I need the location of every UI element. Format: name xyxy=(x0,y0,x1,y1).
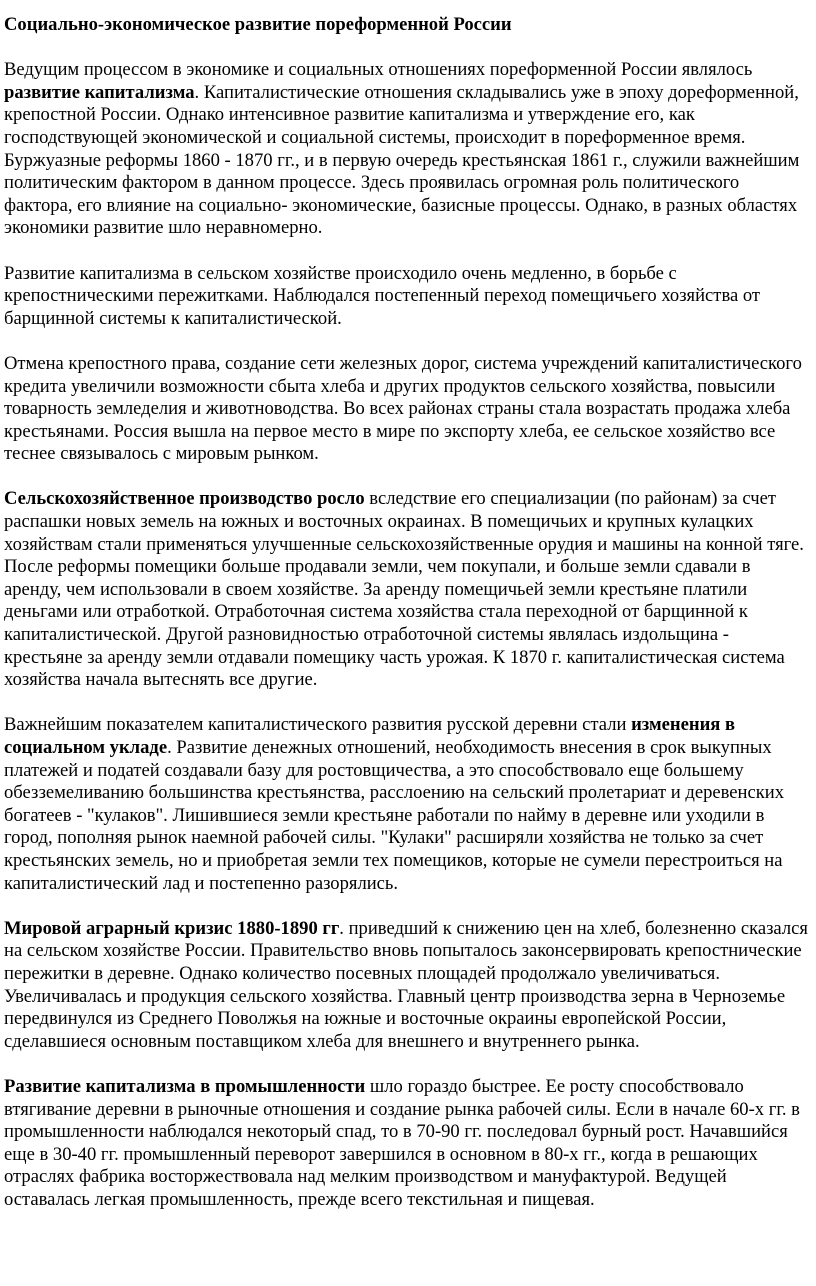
paragraph xyxy=(4,1076,811,1212)
document-body xyxy=(4,59,811,1211)
text-run: вследствие его специализации (по районам) за счет распашки новых земель на южных и восточных окраинах. В помещичьих и крупных кулацких хозяйствам стали применяться улучшенные сельскохозяйственные орудия и машины на конной тяге. После реформы помещики больше продавали земли, чем покупали, и больше земли сдавали в аренду, чем использовали в своем хозяйстве. За аренду помещичьей земли крестьяне платили деньгами или отработкой. Отработочная система хозяйства стала переходной от барщинной к капиталистической. Другой разновидностью отработочной системы являлась издольщина - крестьяне за аренду земли отдавали помещику часть урожая. К 1870 г. капиталистическая система хозяйства начала вытеснять все другие. xyxy=(4,488,804,691)
document-title: Социально-экономическое развитие пореформенной России xyxy=(4,14,512,35)
paragraph xyxy=(4,488,811,691)
paragraph xyxy=(4,714,811,895)
bold-phrase: Мировой аграрный кризис 1880-1890 гг xyxy=(4,917,340,939)
bold-phrase: Развитие капитализма в промышленности xyxy=(4,1075,366,1097)
text-run: Отмена крепостного права, создание сети железных дорог, система учреждений капиталистического кредита увеличили возможности сбыта хлеба и других продуктов сельского хозяйства, повысили товарность земледелия и животноводства. Во всех районах страны стала возрастать продажа хлеба крестьянами. Россия вышла на первое место в мире по экспорту хлеба, ее сельское хозяйство все теснее связывалось с мировым рынком. xyxy=(4,352,802,465)
text-run: . Капиталистические отношения складывались уже в эпоху дореформенной, крепостной России. Однако интенсивное развитие капитализма и утверждение его, как господствующей экономической и социальной системы, происходит в пореформенное время. Буржуазные реформы 1860 - 1870 гг., и в первую очередь крестьянская 1861 г., служили важнейшим политическим фактором в данном процессе. Здесь проявилась огромная роль политического фактора, его влияние на социально- экономические, базисные процессы. Однако, в разных областях экономики развитие шло неравномерно. xyxy=(4,81,800,239)
paragraph xyxy=(4,59,811,240)
paragraph xyxy=(4,918,811,1054)
text-run: шло гораздо быстрее. Ее росту способствовало втягивание деревни в рыночные отношения и создание рынка рабочей силы. Если в начале 60-х гг. в промышленности наблюдался некоторый спад, то в 70-90 гг. последовал бурный рост. Начавшийся еще в 30-40 гг. промышленный переворот завершился в основном в 80-х гг., когда в решающих отраслях фабрика восторжествовала над мелким производством и мануфактурой. Ведущей оставалась легкая промышленность, прежде всего текстильная и пищевая. xyxy=(4,1075,800,1210)
bold-phrase: Сельскохозяйственное производство росло xyxy=(4,488,365,510)
text-run: Важнейшим показателем капиталистического развития русской деревни стали xyxy=(4,714,632,736)
text-run: . приведший к снижению цен на хлеб, болезненно сказался на сельском хозяйстве России. Правительство вновь попыталось законсервировать крепостнические пережитки в деревне. Однако количество посевных площадей продолжало увеличиваться. Увеличивалась и продукция сельского хозяйства. Главный центр производства зерна в Черноземье передвинулся из Среднего Поволжья на южные и восточные окраины европейской России, сделавшиеся основным поставщиком хлеба для внешнего и внутреннего рынка. xyxy=(4,917,808,1052)
bold-phrase: изменения в социальном укладе xyxy=(4,714,736,758)
text-run: . Развитие денежных отношений, необходимость внесения в срок выкупных платежей и податей создавали базу для ростовщичества, а это способствовало еще большему обезземеливанию большинства крестьянства, расслоению на сельский пролетариат и деревенских богатеев - "кулаков". Лишившиеся земли крестьяне работали по найму в деревне или уходили в город, пополняя рынок наемной рабочей силы. "Кулаки" расширяли хозяйства не только за счет крестьянских земель, но и приобретая земли тех помещиков, которые не сумели перестроиться на капиталистический лад и постепенно разорялись. xyxy=(4,737,785,894)
text-run: Ведущим процессом в экономике и социальных отношениях пореформенной России являлось xyxy=(4,59,753,81)
bold-phrase: развитие капитализма xyxy=(4,81,195,103)
paragraph xyxy=(4,353,811,466)
text-run: Развитие капитализма в сельском хозяйстве происходило очень медленно, в борьбе с крепостническими пережитками. Наблюдался постепенный переход помещичьего хозяйства от барщинной системы к капиталистической. xyxy=(4,262,761,329)
paragraph xyxy=(4,263,811,331)
